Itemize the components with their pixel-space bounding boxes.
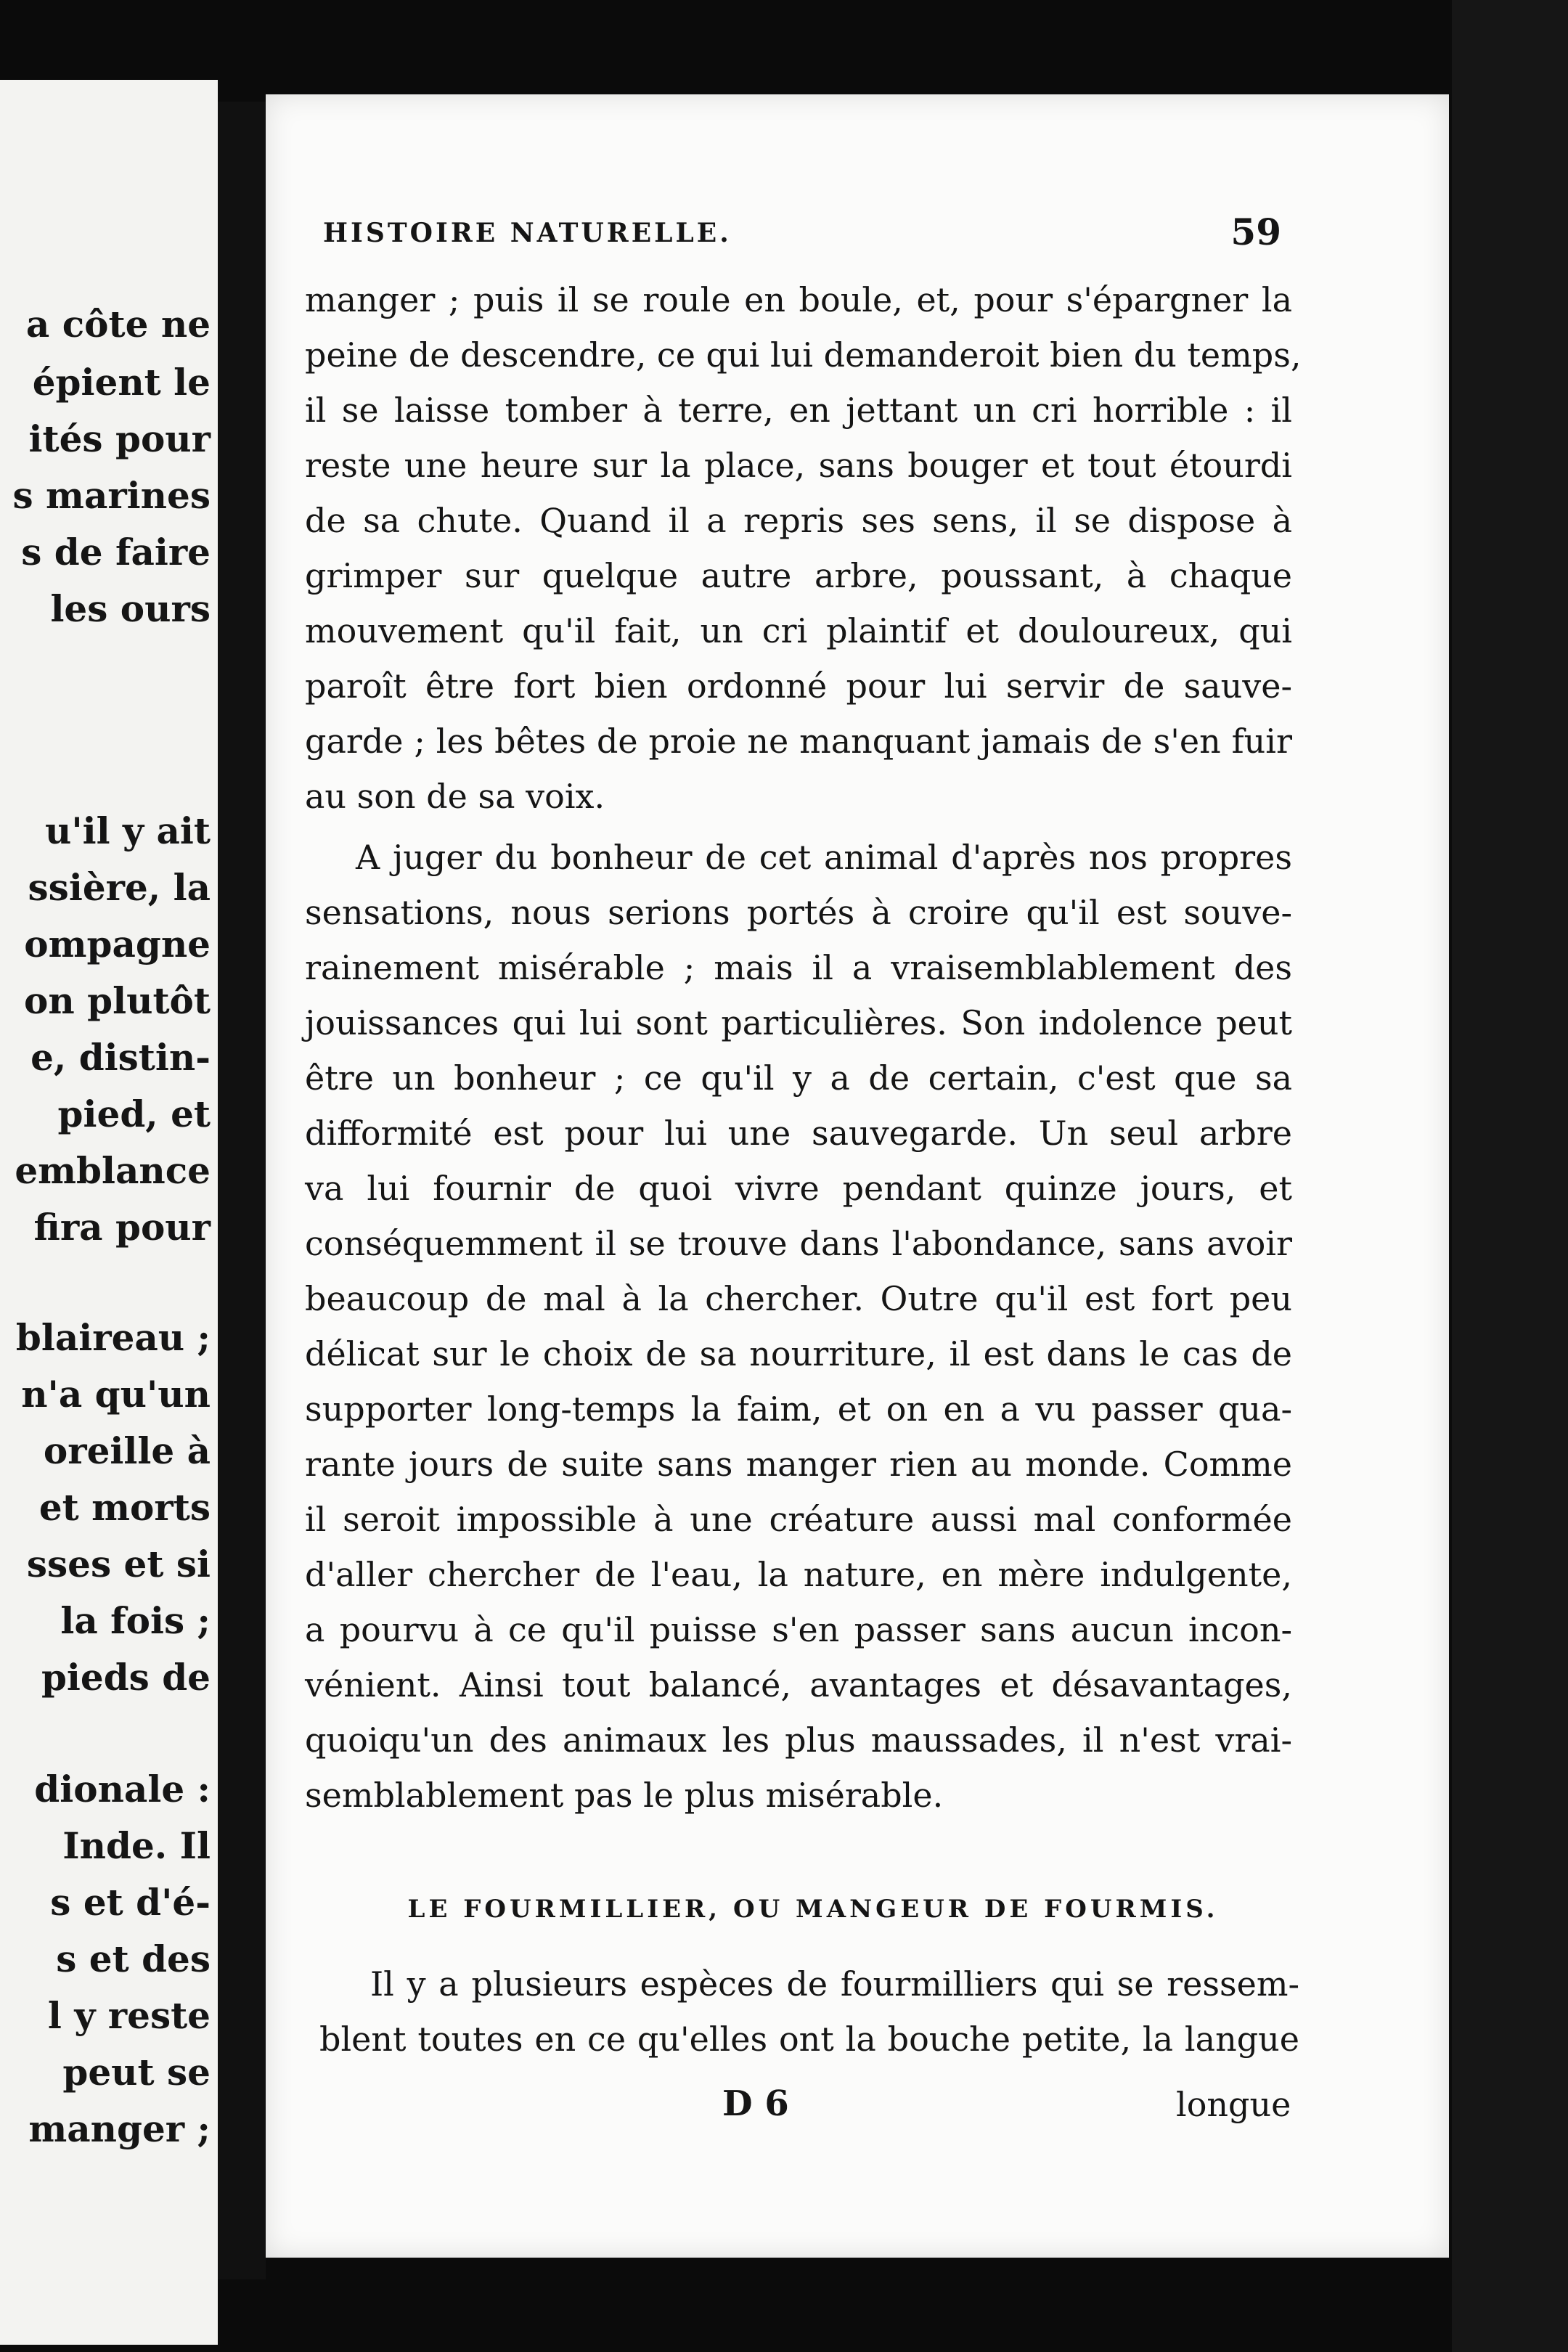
left-page-line: les ours <box>50 587 211 630</box>
left-page-line: pieds de <box>41 1656 211 1699</box>
left-page-line: a côte ne <box>25 303 211 346</box>
body-line: rainement misérable ; mais il a vraisemblablement des <box>305 948 1292 987</box>
body-line: garde ; les bêtes de proie ne manquant jamais de s'en fuir <box>305 722 1292 761</box>
body-line: reste une heure sur la place, sans bouger et tout étourdi <box>305 446 1292 485</box>
left-page-line: l y reste <box>47 1994 211 2037</box>
left-page-line: ités pour <box>28 417 211 460</box>
left-page-line: pied, et <box>57 1093 211 1135</box>
left-page-line: emblance <box>15 1149 211 1192</box>
left-page-line: s et des <box>56 1937 211 1980</box>
body-line: peine de descendre, ce qui lui demanderoit bien du temps, <box>305 335 1302 375</box>
body-line: semblablement pas le plus misérable. <box>305 1776 944 1815</box>
left-page-line: sses et si <box>26 1543 211 1585</box>
left-page-line: s marines <box>12 474 211 517</box>
left-page-line: manger ; <box>28 2107 211 2150</box>
body-line: paroît être fort bien ordonné pour lui servir de sauve- <box>305 666 1292 706</box>
left-page-line: s de faire <box>21 531 211 573</box>
body-line: A juger du bonheur de cet animal d'après nos propres <box>356 838 1292 877</box>
section-line: Il y a plusieurs espèces de fourmilliers qui se ressem- <box>370 1964 1299 2004</box>
left-page-line: peut se <box>62 2051 211 2094</box>
body-line: au son de sa voix. <box>305 777 605 816</box>
body-line: être un bonheur ; ce qu'il y a de certain, c'est que sa <box>305 1058 1292 1098</box>
body-line: il se laisse tomber à terre, en jettant un cri horrible : il <box>305 391 1292 430</box>
body-line: supporter long-temps la faim, et on en a vu passer qua- <box>305 1389 1292 1429</box>
page-edge-shadow <box>1452 0 1568 2352</box>
section-title: LE FOURMILLIER, OU MANGEUR DE FOURMIS. <box>407 1895 1219 1924</box>
signature-mark: D 6 <box>722 2083 789 2124</box>
page-header <box>323 211 1281 254</box>
left-page-line: blaireau ; <box>15 1316 211 1359</box>
body-line: conséquemment il se trouve dans l'abondance, sans avoir <box>305 1224 1292 1263</box>
body-line: il seroit impossible à une créature aussi mal conformée <box>305 1500 1292 1539</box>
section-line: blent toutes en ce qu'elles ont la bouche petite, la langue <box>319 2020 1299 2059</box>
catchword: longue <box>1176 2085 1291 2124</box>
body-line: a pourvu à ce qu'il puisse s'en passer sans aucun incon- <box>305 1610 1292 1649</box>
left-page-line: on plutôt <box>24 979 211 1022</box>
body-line: manger ; puis il se roule en boule, et, pour s'épargner la <box>305 280 1292 319</box>
left-page-line: ompagne <box>24 923 211 965</box>
body-line: beaucoup de mal à la chercher. Outre qu'il est fort peu <box>305 1279 1292 1318</box>
left-page-line: u'il y ait <box>44 809 211 852</box>
body-line: grimper sur quelque autre arbre, poussant, à chaque <box>305 556 1292 595</box>
body-line: mouvement qu'il fait, un cri plaintif et douloureux, qui <box>305 611 1292 650</box>
left-page-line: fira pour <box>33 1206 211 1249</box>
left-page-line: oreille à <box>43 1429 211 1472</box>
body-line: difformité est pour lui une sauvegarde. Un seul arbre <box>305 1114 1292 1153</box>
left-page-line: s et d'é- <box>50 1881 211 1924</box>
body-line: sensations, nous serions portés à croire qu'il est souve- <box>305 893 1292 932</box>
left-page-line: n'a qu'un <box>21 1373 211 1416</box>
body-line: jouissances qui lui sont particulières. Son indolence peut <box>305 1003 1292 1042</box>
body-line: quoiqu'un des animaux les plus maussades, il n'est vrai- <box>305 1720 1292 1760</box>
left-page-line: la fois ; <box>60 1599 211 1642</box>
left-page-line: e, distin- <box>30 1036 211 1079</box>
book-gutter <box>218 102 266 2279</box>
running-head: HISTOIRE NATURELLE. <box>323 218 732 248</box>
body-line: vénient. Ainsi tout balancé, avantages et désavantages, <box>305 1665 1292 1704</box>
left-page-line: Inde. Il <box>62 1824 211 1867</box>
left-page-line: et morts <box>38 1486 211 1529</box>
body-line: de sa chute. Quand il a repris ses sens, il se dispose à <box>305 501 1292 540</box>
left-page-line: ssière, la <box>28 866 211 909</box>
body-line: rante jours de suite sans manger rien au monde. Comme <box>305 1445 1292 1484</box>
left-page-line: dionale : <box>34 1768 211 1810</box>
page-number: 59 <box>1230 211 1281 253</box>
body-line: d'aller chercher de l'eau, la nature, en mère indulgente, <box>305 1555 1292 1594</box>
body-line: délicat sur le choix de sa nourriture, il est dans le cas de <box>305 1334 1292 1373</box>
left-page-line: épient le <box>32 361 211 404</box>
left-page-fragment <box>0 80 218 2345</box>
body-line: va lui fournir de quoi vivre pendant quinze jours, et <box>305 1169 1292 1208</box>
